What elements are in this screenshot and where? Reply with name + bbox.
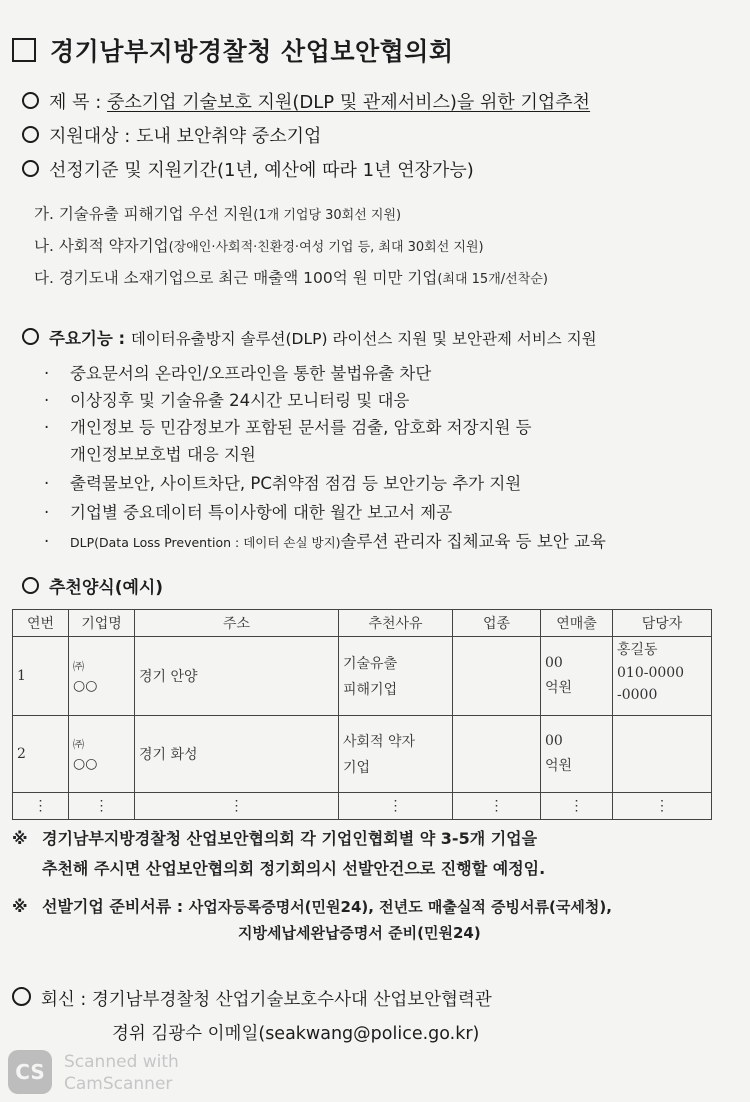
circle-icon — [22, 92, 39, 109]
reason-line: 사회적 약자 — [343, 734, 416, 750]
corp-mark: ㈜ — [73, 738, 84, 751]
company-name: ○○ — [73, 756, 98, 772]
circle-icon — [12, 987, 31, 1006]
note-text: 경기남부지방경찰청 산업보안협의회 각 기업인협회별 약 3-5개 기업을 — [42, 829, 538, 848]
note-text: 사업자등록증명서(민원24), 전년도 매출실적 증빙서류(국세청), — [188, 898, 612, 916]
company-cell — [69, 637, 135, 716]
circle-icon — [22, 577, 39, 594]
feature-text: 이상징후 및 기술유출 24시간 모니터링 및 대응 — [70, 391, 410, 410]
ellipsis-cell: ⋮ — [13, 793, 69, 820]
feature-item — [44, 360, 431, 384]
features-label: 주요기능 : — [49, 329, 131, 348]
bullet-dot-icon: · — [44, 474, 50, 493]
ellipsis-cell: ⋮ — [541, 793, 613, 820]
feature-item-continued — [70, 441, 256, 465]
subject-line — [22, 88, 590, 114]
feature-item — [44, 387, 409, 411]
reply-line — [12, 986, 492, 1011]
feature-text-small: DLP(Data Loss Prevention : 데이터 손실 방지) — [70, 535, 341, 550]
sales-value: 00 — [545, 655, 563, 671]
features-heading — [22, 325, 597, 349]
reply-text: 경위 김광수 이메일(seakwang@police.go.kr) — [112, 1024, 480, 1044]
contact-cell — [613, 637, 712, 716]
criteria-item — [34, 202, 401, 224]
table-row-ellipsis — [13, 793, 712, 820]
logo-text: CS — [15, 1060, 45, 1084]
feature-text: 솔루션 관리자 집체교육 등 보안 교육 — [340, 532, 606, 551]
subject-value: 중소기업 기술보호 지원(DLP 및 관제서비스)을 위한 기업추천 — [107, 92, 591, 113]
feature-item — [44, 470, 521, 494]
note-1 — [12, 826, 537, 849]
circle-icon — [22, 328, 39, 345]
note-2-continued — [238, 922, 481, 943]
criteria-label: 선정기준 및 지원기간 — [49, 160, 217, 181]
ellipsis-cell: ⋮ — [613, 793, 712, 820]
feature-text: 개인정보보호법 대응 지원 — [70, 445, 256, 464]
note-1-continued — [42, 856, 545, 879]
column-header: 주소 — [135, 610, 339, 637]
column-header: 연매출 — [541, 610, 613, 637]
form-heading — [22, 573, 163, 598]
industry-cell — [453, 637, 541, 716]
contact-phone: -0000 — [617, 687, 658, 703]
feature-item — [44, 528, 606, 552]
circle-icon — [22, 160, 39, 177]
company-cell — [69, 716, 135, 793]
square-icon — [12, 38, 36, 62]
feature-item — [44, 499, 452, 523]
reason-line: 피해기업 — [343, 682, 398, 698]
note-mark: ※ — [12, 897, 28, 916]
sales-cell — [541, 716, 613, 793]
ellipsis-cell: ⋮ — [339, 793, 453, 820]
row-number: 2 — [13, 716, 69, 793]
feature-item — [44, 414, 532, 438]
feature-text: 기업별 중요데이터 특이사항에 대한 월간 보고서 제공 — [70, 503, 453, 522]
column-header: 기업명 — [69, 610, 135, 637]
contact-phone: 010-0000 — [617, 665, 685, 681]
sales-cell — [541, 637, 613, 716]
subject-label: 제 목 : — [49, 92, 108, 113]
bullet-dot-icon: · — [44, 364, 50, 383]
bullet-dot-icon: · — [44, 391, 50, 410]
ellipsis-cell: ⋮ — [135, 793, 339, 820]
note-label: 선발기업 준비서류 : — [42, 897, 189, 916]
note-2 — [12, 894, 612, 917]
reason-line: 기업 — [343, 760, 371, 776]
feature-text: 개인정보 등 민감정보가 포함된 문서를 검출, 암호화 저장지원 등 — [70, 418, 532, 437]
bullet-dot-icon: · — [44, 503, 50, 522]
contact-name: 홍길동 — [617, 642, 658, 658]
reply-contact — [112, 1020, 479, 1045]
page-title — [12, 32, 454, 68]
column-header: 담당자 — [613, 610, 712, 637]
address-cell: 경기 화성 — [135, 716, 339, 793]
criteria-item-main: 다. 경기도내 소재기업으로 최근 매출액 100억 원 미만 기업 — [34, 269, 438, 287]
company-name: ○○ — [73, 678, 98, 694]
camscanner-logo — [8, 1050, 52, 1094]
features-value: 데이터유출방지 솔루션(DLP) 라이선스 지원 및 보안관제 서비스 지원 — [130, 330, 597, 348]
criteria-period: (1년, 예산에 따라 1년 연장가능) — [216, 160, 474, 181]
watermark-line: Scanned with — [64, 1052, 179, 1072]
table-row — [13, 637, 712, 716]
target-label: 지원대상 : — [49, 126, 137, 147]
bullet-dot-icon: · — [44, 532, 50, 551]
criteria-item-note: (최대 15개/선착순) — [437, 272, 548, 287]
sales-value: 00 — [545, 733, 563, 749]
note-mark: ※ — [12, 829, 28, 848]
table-row — [13, 716, 712, 793]
criteria-item-note: (1개 기업당 30회선 지원) — [253, 208, 402, 223]
criteria-item-main: 나. 사회적 약자기업 — [34, 237, 169, 255]
industry-cell — [453, 716, 541, 793]
sales-unit: 억원 — [545, 680, 573, 696]
reason-cell — [339, 716, 453, 793]
column-header: 추천사유 — [339, 610, 453, 637]
criteria-item — [34, 234, 484, 256]
feature-text: 중요문서의 온라인/오프라인을 통한 불법유출 차단 — [70, 364, 432, 383]
title-text: 경기남부지방경찰청 산업보안협의회 — [50, 37, 454, 66]
column-header: 연번 — [13, 610, 69, 637]
row-number: 1 — [13, 637, 69, 716]
target-value: 도내 보안취약 중소기업 — [136, 126, 322, 147]
criteria-item-note: (장애인·사회적·친환경·여성 기업 등, 최대 30회선 지원) — [168, 240, 484, 255]
target-line — [22, 122, 321, 148]
form-title: 추천양식(예시) — [49, 578, 164, 598]
criteria-heading — [22, 156, 474, 182]
bullet-dot-icon: · — [44, 418, 50, 437]
watermark-line: CamScanner — [64, 1074, 173, 1094]
table-header-row — [13, 610, 712, 637]
column-header: 업종 — [453, 610, 541, 637]
criteria-item — [34, 266, 548, 288]
corp-mark: ㈜ — [73, 660, 84, 673]
feature-text: 출력물보안, 사이트차단, PC취약점 점검 등 보안기능 추가 지원 — [70, 474, 522, 493]
reason-line: 기술유출 — [343, 656, 398, 672]
reason-cell — [339, 637, 453, 716]
note-text: 지방세납세완납증명서 준비(민원24) — [238, 924, 481, 942]
ellipsis-cell: ⋮ — [453, 793, 541, 820]
recommendation-table — [12, 609, 712, 820]
ellipsis-cell: ⋮ — [69, 793, 135, 820]
note-text: 추천해 주시면 산업보안협의회 정기회의시 선발안건으로 진행할 예정임. — [42, 859, 546, 878]
circle-icon — [22, 126, 39, 143]
address-cell: 경기 안양 — [135, 637, 339, 716]
sales-unit: 억원 — [545, 758, 573, 774]
contact-cell — [613, 716, 712, 793]
reply-text: 회신 : 경기남부경찰청 산업기술보호수사대 산업보안협력관 — [41, 990, 492, 1010]
criteria-item-main: 가. 기술유출 피해기업 우선 지원 — [34, 205, 254, 223]
